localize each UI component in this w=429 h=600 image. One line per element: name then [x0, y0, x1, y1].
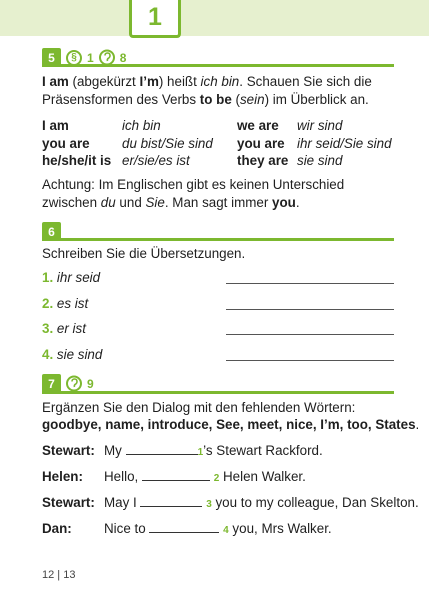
conj-de-2: du bist/Sie sind: [122, 136, 213, 151]
intro-text-run: to be: [199, 91, 232, 107]
exercise-number: 6: [42, 222, 61, 241]
word-bank: [42, 416, 419, 434]
dialog-line: [42, 494, 419, 514]
gap-number: 1: [197, 447, 204, 458]
conj-en-3: he/she/it is: [42, 153, 112, 168]
line-text-before: May I: [104, 495, 141, 510]
answer-line[interactable]: [226, 360, 394, 361]
conj-en-5: you are: [237, 136, 285, 151]
answer-line[interactable]: [226, 334, 394, 335]
item-word: er ist: [56, 321, 86, 336]
grammar-section-icon: §: [66, 50, 82, 66]
intro-text-run: (abgekürzt: [68, 74, 140, 89]
gap-blank[interactable]: [140, 495, 202, 507]
gap-blank[interactable]: [126, 443, 198, 455]
exercise-number: 5: [42, 48, 61, 67]
exercise-7-rule: [42, 391, 394, 394]
speaker-name: Helen:: [42, 469, 83, 484]
note-text-run: you: [272, 194, 296, 210]
item-word: sie sind: [56, 347, 103, 362]
gap-blank[interactable]: [149, 521, 219, 533]
top-color-band: [0, 0, 429, 36]
line-text-after: Helen Walker.: [219, 469, 306, 484]
conj-de-1: ich bin: [122, 118, 161, 133]
line-text-after: ’s Stewart Rackford.: [203, 443, 323, 458]
intro-text-run: (: [231, 91, 240, 107]
word-bank-words: goodbye, name, introduce, See, meet, nice, I’m, too, States: [42, 417, 416, 432]
note-text-run: .: [295, 194, 300, 210]
note-paragraph: [42, 176, 397, 211]
note-text-run: Sie: [145, 194, 165, 210]
line-text-before: Nice to: [104, 521, 150, 536]
conj-de-4: wir sind: [297, 118, 343, 133]
page-numbers: 12 | 13: [42, 569, 76, 581]
note-text-run: Achtung: Im Englischen gibt es keinen Unterschied zwischen: [42, 177, 345, 210]
conj-en-2: you are: [42, 136, 90, 151]
audio-track-number: 9: [87, 376, 94, 391]
intro-text-run: ) heißt: [158, 74, 201, 89]
item-word: ihr seid: [56, 270, 101, 285]
item-word: es ist: [56, 296, 89, 311]
intro-text-run: ) im Überblick an.: [264, 91, 369, 107]
item-number: 1.: [42, 270, 54, 285]
intro-text-run: . Schauen Sie sich die Präsensformen des Verbs: [42, 74, 372, 107]
exercise-6-instruction: Schreiben Sie die Übersetzungen.: [42, 246, 246, 261]
answer-line[interactable]: [226, 309, 394, 310]
intro-text-run: sein: [239, 91, 265, 107]
line-text-before: My: [104, 443, 126, 458]
exercise-number: 7: [42, 374, 61, 393]
speaker-name: Dan:: [42, 521, 72, 536]
intro-text-run: I’m: [139, 74, 159, 89]
note-text-run: du: [100, 194, 116, 210]
item-number: 3.: [42, 321, 54, 336]
conj-de-6: sie sind: [297, 153, 343, 168]
intro-paragraph: [42, 73, 397, 108]
speaker-name: Stewart:: [42, 443, 95, 458]
conj-de-3: er/sie/es ist: [122, 153, 190, 168]
translation-item: [42, 296, 394, 314]
note-text-run: . Man sagt immer: [164, 194, 273, 210]
audio-track-number: 8: [119, 50, 127, 65]
chapter-number: 1: [148, 3, 162, 31]
conj-en-4: we are: [237, 118, 279, 133]
exercise-7-instruction: Ergänzen Sie den Dialog mit den fehlenden Wörtern:: [42, 400, 356, 415]
conj-de-5: ihr seid/Sie sind: [297, 136, 392, 151]
dialog-line: [42, 442, 323, 462]
word-bank-period: .: [415, 417, 420, 432]
dialog-line: [42, 468, 306, 488]
gap-number: 4: [223, 525, 229, 536]
item-number: 2.: [42, 296, 54, 311]
line-text-before: Hello,: [104, 469, 142, 484]
exercise-5-rule: [42, 64, 394, 67]
grammar-ref-number: 1: [87, 50, 94, 65]
exercise-6-rule: [42, 238, 394, 241]
dialog-line: [42, 520, 332, 540]
speaker-name: Stewart:: [42, 495, 95, 510]
intro-text-run: ich bin: [200, 74, 240, 89]
note-text-run: und: [115, 194, 146, 210]
gap-blank[interactable]: [142, 469, 210, 481]
chapter-tab: [129, 0, 181, 38]
intro-text-run: I am: [42, 74, 69, 89]
line-text-after: you to my colleague, Dan Skelton.: [211, 495, 419, 510]
translation-item: [42, 321, 394, 339]
gap-number: 2: [213, 473, 220, 484]
gap-number: 3: [206, 499, 212, 510]
conj-en-1: I am: [42, 118, 69, 133]
translation-item: [42, 270, 394, 288]
item-number: 4.: [42, 347, 54, 362]
translation-item: [42, 347, 394, 365]
answer-line[interactable]: [226, 283, 394, 284]
line-text-after: you, Mrs Walker.: [228, 521, 332, 536]
conj-en-6: they are: [237, 153, 289, 168]
